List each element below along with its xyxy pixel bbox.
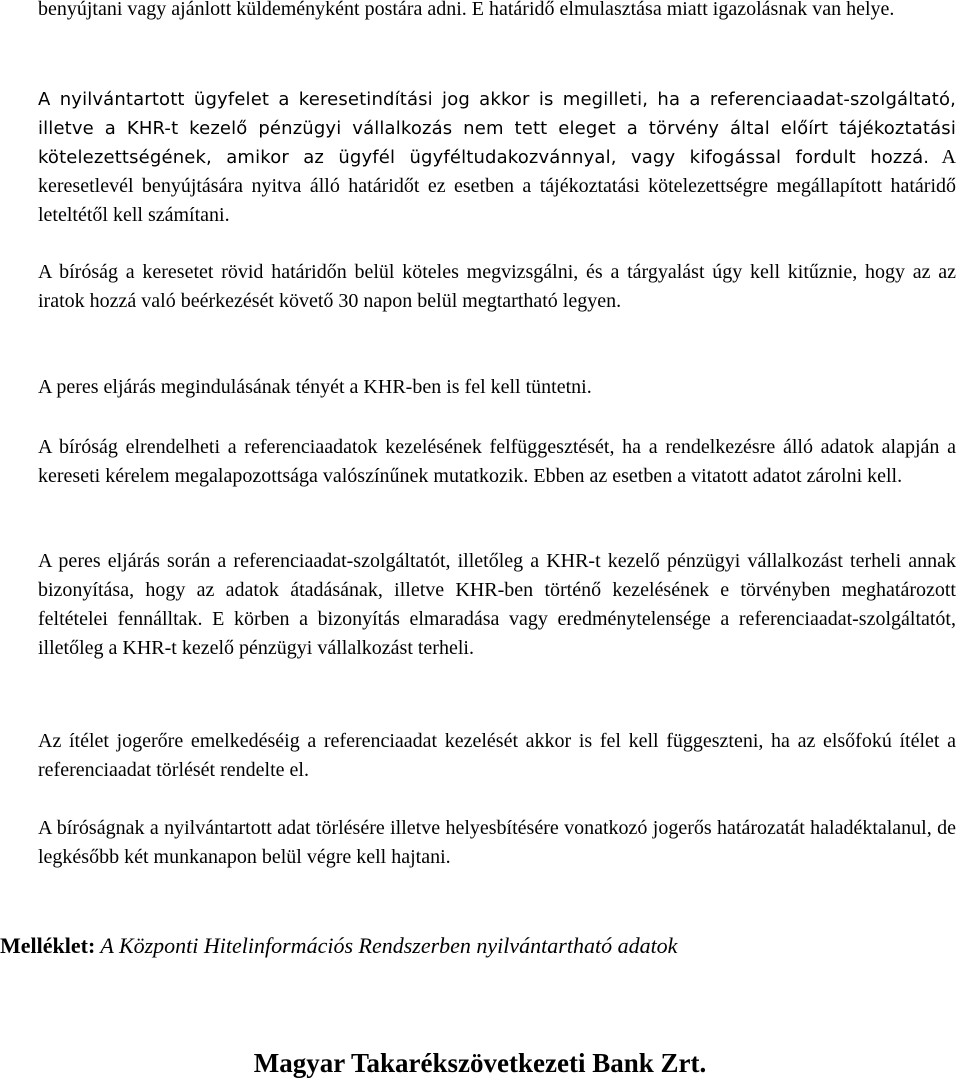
annex-title: A Központi Hitelinformációs Rendszerben nyilvántartható adatok	[95, 933, 678, 958]
paragraph-suspension: A bíróság elrendelheti a referenciaadatok kezelésének felfüggesztését, ha a rendelkezésre álló adatok alapján a kereseti kérelem megalapozottsága valószínűnek mutatkozik. Ebben az esetben a vitatott adatot zárolni kell.	[38, 436, 956, 487]
paragraph-right-to-sue-part2: A keresetlevél benyújtására nyitva álló határidőt ez esetben a tájékoztatási kötelezettségre megállapított határidő leteltétől kell számítani.	[38, 146, 956, 226]
paragraph-right-to-sue-part1: A nyilvántartott ügyfelet a keresetindítási jog akkor is megilleti, ha a referenciaadat-szolgáltató, illetve a KHR-t kezelő pénzügyi vállalkozás nem tett eleget a törvény által előírt tájékoztatási kötelezettségének, amikor az ügyfél ügyféltudakozvánnyal, vagy kifogással fordult hozzá.	[38, 89, 956, 168]
paragraph-deadline: benyújtani vagy ajánlott küldeményként postára adni. E határidő elmulasztása miatt igazolásnak van helye.	[38, 0, 895, 20]
paragraph-court-review: A bíróság a keresetet rövid határidőn belül köteles megvizsgálni, és a tárgyalást úgy kell kitűznie, hogy az az iratok hozzá való beérkezését követő 30 napon belül megtartható legyen.	[38, 261, 956, 312]
paragraph-khr-notice: A peres eljárás megindulásának tényét a KHR-ben is fel kell tüntetni.	[38, 376, 592, 398]
paragraph-final-judgment: Az ítélet jogerőre emelkedéséig a referenciaadat kezelését akkor is fel kell függeszteni, ha az elsőfokú ítélet a referenciaadat törlését rendelte el.	[38, 730, 956, 781]
paragraph-right-to-sue	[38, 85, 956, 230]
annex-label: Melléklet:	[0, 933, 96, 958]
paragraph-enforcement: A bíróságnak a nyilvántartott adat törlésére illetve helyesbítésére vonatkozó jogerős határozatát haladéktalanul, de legkésőbb két munkanapon belül végre kell hajtani.	[38, 817, 956, 868]
bank-name-footer: Magyar Takarékszövetkezeti Bank Zrt.	[253, 1048, 707, 1078]
paragraph-burden-of-proof: A peres eljárás során a referenciaadat-szolgáltatót, illetőleg a KHR-t kezelő pénzügyi vállalkozást terheli annak bizonyítása, hogy az adatok átadásának, illetve KHR-ben történő kezelésének e törvényben meghatározott feltételei fennálltak. E körben a bizonyítás elmaradása vagy eredménytelensége a referenciaadat-szolgáltatót, illetőleg a KHR-t kezelő pénzügyi vállalkozást terheli.	[38, 550, 956, 659]
annex-heading	[0, 931, 677, 961]
